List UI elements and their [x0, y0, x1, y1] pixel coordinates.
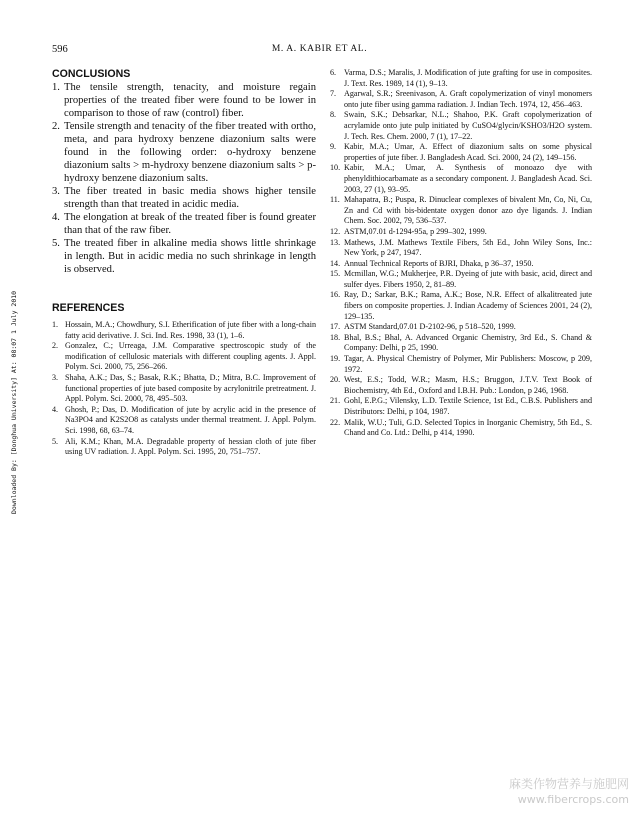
reference-item: 18. Bhal, B.S.; Bhal, A. Advanced Organic Chemistry, 3rd Ed., S. Chand & Company: Delhi, p 25, 1990.	[330, 332, 592, 353]
watermark-url: www.fibercrops.com	[517, 793, 629, 806]
watermark-chinese: 麻类作物营养与施肥网	[508, 777, 629, 791]
running-head: M. A. KABIR ET AL.	[271, 44, 368, 54]
reference-item: 16. Ray, D.; Sarkar, B.K.; Rama, A.K.; Bose, N.R. Effect of alkalitreated jute fibers on composite properties. J. Indian Academy of Sciences 2001, 24 (2), 129–135.	[330, 290, 592, 321]
left-column	[52, 68, 316, 458]
reference-item: 22. Malik, W.U.; Tuli, G.D. Selected Topics in Inorganic Chemistry, 5th Ed., S. Chand and Co. Ltd.: Delhi, p 414, 1990.	[330, 417, 592, 438]
reference-item: 21. Gohl, E.P.G.; Vilensky, L.D. Textile Science, 1st Ed., C.B.S. Publishers and Distributors: Delhi, p 104, 1987.	[330, 396, 592, 416]
reference-item: 17. ASTM Standard,07.01 D-2102-96, p 518–520, 1999.	[330, 322, 516, 332]
conclusion-item: 3. The fiber treated in basic media shows higher tensile strength than that treated in acidic media.	[52, 186, 316, 210]
references-heading: REFERENCES	[52, 302, 125, 314]
reference-item: 4. Ghosh, P.; Das, D. Modification of jute by acrylic acid in the presence of Na3PO4 and K2S2O8 as catalysts under thermal treatment. J. Appl. Polym. Sci. 1998, 68, 63–74.	[52, 404, 316, 435]
reference-item: 6. Varma, D.S.; Maralis, J. Modification of jute grafting for use in composites. J. Text. Res. 1989, 14 (1), 9–13.	[330, 68, 592, 88]
conclusions-list	[52, 81, 316, 276]
reference-item: 2. Gonzalez, C.; Urreaga, J.M. Comparative spectroscopic study of the modification of cellulosic materials with different coupling agents. J. Appl. Polym. Sci. 2000, 75, 256–266.	[52, 341, 316, 372]
conclusion-item: 5. The treated fiber in alkaline media shows little shrinkage in length. But in acidic media no such shrinkage in length is observed.	[52, 238, 316, 275]
reference-item: 7. Agarwal, S.R.; Sreenivason, A. Graft copolymerization of vinyl monomers onto jute fiber using gamma radiation. J. Indian Tech. 1974, 12, 456–463.	[330, 89, 592, 109]
conclusions-heading: CONCLUSIONS	[52, 68, 131, 80]
conclusion-item: 1. The tensile strength, tenacity, and moisture regain properties of the treated fiber were found to be lower in comparison to those of raw (control) fiber.	[52, 82, 316, 119]
reference-item: 9. Kabir, M.A.; Umar, A. Effect of diazonium salts on some physical properties of jute fiber. J. Bangladesh Acad. Sci. 2000, 24 (2), 149–156.	[330, 142, 592, 162]
right-column	[330, 68, 592, 439]
references-list-right	[330, 68, 592, 439]
reference-item: 13. Mathews, J.M. Mathews Textile Fibers, 5th Ed., John Wiley Sons, Inc.: New York, p 247, 1947.	[330, 237, 592, 258]
reference-item: 11. Mahapatra, B.; Puspa, R. Dinuclear complexes of bivalent Mn, Co, Ni, Cu, Zn and Cd with bis-bidentate oxygen donor azo dye ligands. J. Indian Chem. Soc. 2002, 79, 536–537.	[330, 195, 592, 226]
reference-item: 1. Hossain, M.A.; Chowdhury, S.I. Etherification of jute fiber with a long-chain fatty acid derivative. J. Sci. Ind. Res. 1998, 33 (1), 1–6.	[52, 320, 316, 340]
page-number: 596	[52, 44, 68, 55]
reference-item: 19. Tagar, A. Physical Chemistry of Polymer, Mir Publishers: Moscow, p 209, 1972.	[330, 354, 592, 374]
references-list-left	[52, 320, 316, 458]
reference-item: 15. Mcmillan, W.G.; Mukherjee, P.R. Dyeing of jute with basic, acid, direct and sulfer dyes. Fibers 1950, 2, 81–89.	[330, 269, 592, 289]
reference-item: 8. Swain, S.K.; Debsarkar, N.L.; Shahoo, P.K. Graft copolymerization of acrylamide onto jute pulp initiated by CuSO4/glycin/KSHO3/H2O system. J. Tech. Res. Chem. 2000, 7 (1), 17–22.	[330, 110, 592, 141]
download-stamp: Downloaded By: [Donghua University] At: 08:07 1 July 2010	[10, 290, 18, 514]
reference-item: 3. Shaha, A.K.; Das, S.; Basak, R.K.; Bhatta, D.; Mitra, B.C. Improvement of functional properties of jute based composite by acrylonitrile pretreatment. J. Appl. Polym. Sci. 2000, 78, 495–503.	[52, 372, 316, 404]
reference-item: 12. ASTM,07.01 d-1294-95a, p 299–302, 1999.	[330, 226, 487, 236]
reference-item: 5. Ali, K.M.; Khan, M.A. Degradable property of hessian cloth of jute fiber using UV radiation. J. Appl. Polym. Sci. 1995, 20, 751–757.	[52, 436, 316, 457]
reference-item: 20. West, E.S.; Todd, W.R.; Masm, H.S.; Bruggon, J.T.V. Text Book of Biochemistry, 4th Ed., Oxford and I.B.H. Pub.: London, p 246, 1968.	[330, 375, 592, 395]
conclusion-item: 2. Tensile strength and tenacity of the fiber treated with ortho, meta, and para hydroxy benzene diazonium salts were found in the following order: o-hydroxy benzene diazonium salts > m-hydroxy benzene diazonium salts > p-hydroxy benzene diazonium salts.	[52, 121, 316, 184]
conclusion-item: 4. The elongation at break of the treated fiber is found greater than that of the raw fiber.	[52, 212, 316, 236]
reference-item: 14. Annual Technical Reports of BJRI, Dhaka, p 36–37, 1950.	[330, 258, 534, 268]
reference-item: 10. Kabir, M.A.; Umar, A. Synthesis of monoazo dye with phenyldithiocarbamate as a secondary component. J. Bangladesh Acad. Sci. 2003, 27 (1), 93–95.	[330, 163, 592, 194]
